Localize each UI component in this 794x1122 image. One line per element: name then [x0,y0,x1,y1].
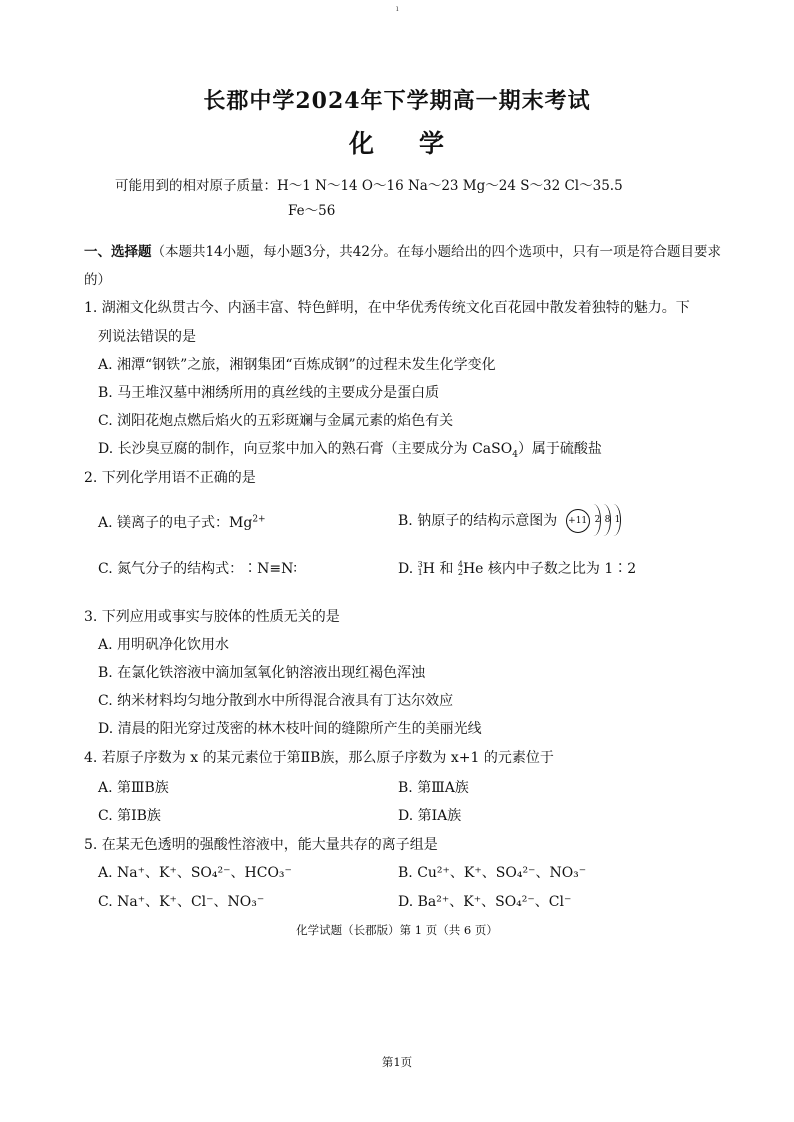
shell-2-electrons: 8 [604,515,611,525]
q2-option-b: B. 钠原子的结构示意图为 +11 2 8 1 [398,506,636,536]
q2-option-a: A. 镁离子的电子式：$Mg^{2+}$ [98,514,266,531]
q1-option-c: C. 浏阳花炮点燃后焰火的五彩斑斓与金属元素的焰色有关 [98,413,454,429]
q1-stem-1: 1. 湖湘文化纵贯古今、内涵丰富、特色鲜明，在中华优秀传统文化百花园中散发着独特的魅力。下 [84,300,690,316]
shell-3-electrons: 1 [614,515,621,525]
q5-option-d: D. Ba²⁺、K⁺、SO₄²⁻、Cl⁻ [398,894,572,910]
q3-stem: 3. 下列应用或事实与胶体的性质无关的是 [84,609,340,625]
page-number: 第1页 [381,1055,413,1069]
q2-option-c: C. 氮气分子的结构式：∶N≡N∶ [98,561,297,577]
subject-title: 化 学 [348,129,446,158]
q1-option-b: B. 马王堆汉墓中湘绣所用的真丝线的主要成分是蛋白质 [98,385,440,401]
section-heading: 一、选择题（本题共14小题，每小题3分，共42分。在每小题给出的四个选项中，只有一项是符合题目要求的） [84,244,721,288]
atom-nucleus: +11 [566,509,590,533]
q3-option-d: D. 清晨的阳光穿过茂密的林木枝叶间的缝隙所产生的美丽光线 [98,721,482,737]
q5-option-b: B. Cu²⁺、K⁺、SO₄²⁻、NO₃⁻ [398,865,587,881]
q3-option-b: B. 在氯化铁溶液中滴加氢氧化钠溶液出现红褐色浑浊 [98,665,426,681]
q4-option-b: B. 第ⅢA族 [398,780,469,796]
q3-option-c: C. 纳米材料均匀地分散到水中所得混合液具有丁达尔效应 [98,693,454,709]
q4-option-a: A. 第ⅢB族 [98,780,169,796]
atomic-mass-line-2: Fe～56 [288,203,336,219]
q5-option-a: A. Na⁺、K⁺、SO₄²⁻、HCO₃⁻ [98,865,292,881]
q1-stem-2: 列说法错误的是 [98,329,196,345]
q4-stem: 4. 若原子序数为 x 的某元素位于第ⅡB族，那么原子序数为 x+1 的元素位于 [84,750,554,766]
q4-option-c: C. 第ⅠB族 [98,808,161,824]
sodium-atom-diagram [566,506,636,536]
page-footer: 化学试题（长郡版）第 1 页（共 6 页） [296,923,498,937]
top-mark: ı [396,4,399,13]
q2-stem: 2. 下列化学用语不正确的是 [84,470,256,486]
q2-option-d: D. 3 1 H 和 4 2 He 核内中子数之比为 1∶2 [398,560,637,577]
shell-1-electrons: 2 [594,515,601,525]
q5-option-c: C. Na⁺、K⁺、Cl⁻、NO₃⁻ [98,894,265,910]
q4-option-d: D. 第ⅠA族 [398,808,462,824]
q1-option-d: D. 长沙臭豆腐的制作，向豆浆中加入的熟石膏（主要成分为 CaSO$_4$）属于硫酸盐 [98,441,602,460]
q1-option-a: A. 湘潭“钢铁”之旅，湘钢集团“百炼成钢”的过程未发生化学变化 [98,357,496,373]
q5-stem: 5. 在某无色透明的强酸性溶液中，能大量共存的离子组是 [84,837,438,853]
q3-option-a: A. 用明矾净化饮用水 [98,637,230,653]
exam-title: 长郡中学2024年下学期高一期末考试 [203,88,591,114]
atomic-mass-line-1: 可能用到的相对原子质量：H～1 N～14 O～16 Na～23 Mg～24 S～32 Cl～35.5 [115,178,623,194]
